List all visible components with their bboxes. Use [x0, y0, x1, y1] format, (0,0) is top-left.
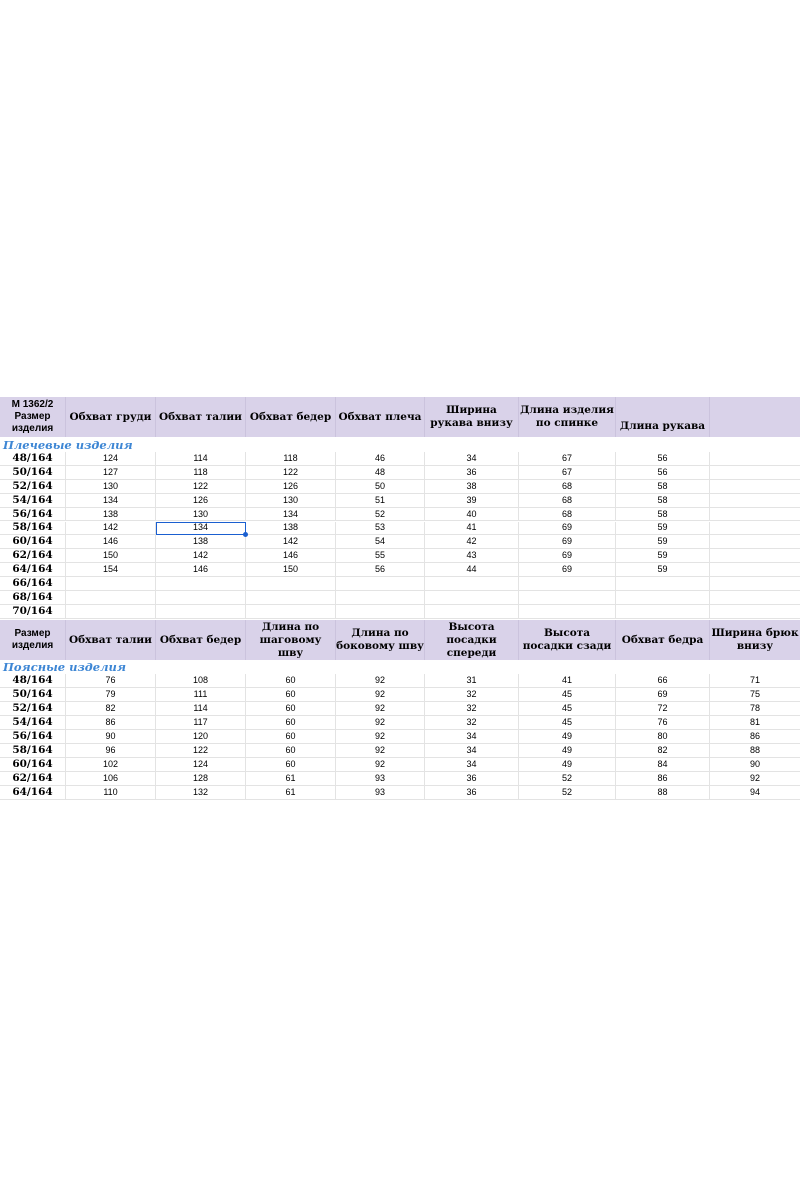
- table-cell[interactable]: 146: [156, 563, 246, 577]
- table1-header-cell[interactable]: Длина изделия по спинке: [519, 397, 616, 437]
- table-cell[interactable]: 59: [616, 549, 710, 563]
- table-cell[interactable]: [710, 549, 800, 563]
- table-cell[interactable]: 69: [519, 522, 616, 536]
- table-cell[interactable]: 92: [336, 730, 425, 744]
- table-row: [0, 772, 800, 786]
- table-cell[interactable]: 76: [616, 716, 710, 730]
- table-row: [0, 716, 800, 730]
- table2-size-header[interactable]: Размер изделия: [0, 620, 66, 660]
- table-cell[interactable]: 68: [519, 494, 616, 508]
- table-row: [0, 535, 800, 549]
- table-cell[interactable]: 68: [519, 508, 616, 522]
- table-cell[interactable]: [710, 605, 800, 619]
- table-cell[interactable]: 92: [336, 702, 425, 716]
- table-cell[interactable]: 92: [710, 772, 800, 786]
- table-cell[interactable]: 48: [336, 466, 425, 480]
- table2-header-cell[interactable]: Обхват бедер: [156, 620, 246, 660]
- table-cell[interactable]: 56: [616, 466, 710, 480]
- table-row: [0, 466, 800, 480]
- table-cell[interactable]: 31: [425, 674, 519, 688]
- table-cell[interactable]: [710, 452, 800, 466]
- table-cell[interactable]: 122: [156, 480, 246, 494]
- table-cell[interactable]: 86: [66, 716, 156, 730]
- table-cell[interactable]: 36: [425, 786, 519, 800]
- table-cell[interactable]: 92: [336, 716, 425, 730]
- table-cell[interactable]: 102: [66, 758, 156, 772]
- table-cell[interactable]: 66: [616, 674, 710, 688]
- table-cell[interactable]: 32: [425, 716, 519, 730]
- table-cell[interactable]: [425, 591, 519, 605]
- table1-header-cell[interactable]: Обхват груди: [66, 397, 156, 437]
- table-cell[interactable]: 41: [425, 522, 519, 536]
- table1-header-cell[interactable]: Обхват бедер: [246, 397, 336, 437]
- table-cell[interactable]: 124: [156, 758, 246, 772]
- table2-header-cell[interactable]: Обхват талии: [66, 620, 156, 660]
- table-cell[interactable]: 127: [66, 466, 156, 480]
- table2-header-cell[interactable]: Ширина брюк внизу: [711, 627, 799, 652]
- table-row: [0, 563, 800, 577]
- table-cell[interactable]: 142: [246, 535, 336, 549]
- table-cell[interactable]: 94: [710, 786, 800, 800]
- table-cell[interactable]: [156, 577, 246, 591]
- table-cell[interactable]: 130: [156, 508, 246, 522]
- table-cell[interactable]: 86: [616, 772, 710, 786]
- table-cell[interactable]: 34: [425, 758, 519, 772]
- table-cell[interactable]: [710, 508, 800, 522]
- table-cell[interactable]: 51: [336, 494, 425, 508]
- table-cell[interactable]: 110: [66, 786, 156, 800]
- table-cell[interactable]: 154: [66, 563, 156, 577]
- table-cell[interactable]: [156, 591, 246, 605]
- table-cell[interactable]: 114: [156, 702, 246, 716]
- table-cell[interactable]: 41: [519, 674, 616, 688]
- table-row: [0, 674, 800, 688]
- table-cell[interactable]: 52: [519, 786, 616, 800]
- table-cell[interactable]: 69: [519, 549, 616, 563]
- size-cell[interactable]: 58/164: [0, 522, 66, 536]
- table-cell[interactable]: 58: [616, 480, 710, 494]
- table-cell[interactable]: 82: [66, 702, 156, 716]
- table-row: [0, 591, 800, 605]
- table-cell[interactable]: 92: [336, 688, 425, 702]
- model-label: M 1362/2: [11, 399, 54, 410]
- table-cell[interactable]: 50: [336, 480, 425, 494]
- table-cell[interactable]: [336, 577, 425, 591]
- table-cell[interactable]: 92: [336, 744, 425, 758]
- table-cell[interactable]: 146: [66, 535, 156, 549]
- table1-header-row: [0, 397, 800, 437]
- table-cell[interactable]: [66, 591, 156, 605]
- table-cell[interactable]: 126: [246, 480, 336, 494]
- table-cell[interactable]: 69: [519, 535, 616, 549]
- table-cell[interactable]: [246, 577, 336, 591]
- table-cell[interactable]: 34: [425, 730, 519, 744]
- table-cell[interactable]: 60: [246, 688, 336, 702]
- table-cell[interactable]: 126: [156, 494, 246, 508]
- size-cell[interactable]: 60/164: [0, 758, 66, 772]
- size-cell[interactable]: 54/164: [0, 716, 66, 730]
- size-cell[interactable]: 62/164: [0, 772, 66, 786]
- table-cell[interactable]: [66, 605, 156, 619]
- table-row: [0, 702, 800, 716]
- table-cell[interactable]: 56: [336, 563, 425, 577]
- table-cell[interactable]: 52: [336, 508, 425, 522]
- table-row: [0, 688, 800, 702]
- table-row: [0, 522, 800, 536]
- table-cell[interactable]: [710, 494, 800, 508]
- table-cell[interactable]: 60: [246, 744, 336, 758]
- table-cell[interactable]: 42: [425, 535, 519, 549]
- table-cell[interactable]: 108: [156, 674, 246, 688]
- table-cell[interactable]: 134: [156, 522, 246, 536]
- table-cell[interactable]: 93: [336, 772, 425, 786]
- size-cell[interactable]: 56/164: [0, 508, 66, 522]
- table-row: [0, 480, 800, 494]
- table-cell[interactable]: [710, 563, 800, 577]
- size-label: Размер изделия: [11, 411, 54, 434]
- size-cell[interactable]: 60/164: [0, 535, 66, 549]
- table-cell[interactable]: 69: [616, 688, 710, 702]
- size-cell[interactable]: 56/164: [0, 730, 66, 744]
- table-cell[interactable]: 58: [616, 494, 710, 508]
- table-row: [0, 508, 800, 522]
- table-cell[interactable]: 128: [156, 772, 246, 786]
- table-cell[interactable]: 92: [336, 758, 425, 772]
- table-cell[interactable]: 59: [616, 535, 710, 549]
- table-cell[interactable]: [425, 577, 519, 591]
- table1-header-cell[interactable]: [710, 397, 800, 437]
- table-cell[interactable]: 38: [425, 480, 519, 494]
- table-cell[interactable]: 60: [246, 758, 336, 772]
- table1-header-cell[interactable]: Обхват плеча: [336, 397, 425, 437]
- table-cell[interactable]: 76: [66, 674, 156, 688]
- table-cell[interactable]: 120: [156, 730, 246, 744]
- table-cell[interactable]: 88: [616, 786, 710, 800]
- table-cell[interactable]: 122: [156, 744, 246, 758]
- table-row: [0, 549, 800, 563]
- table2-header-cell[interactable]: Высота посадки сзади: [519, 620, 616, 660]
- table-cell[interactable]: 69: [519, 563, 616, 577]
- table-cell[interactable]: 96: [66, 744, 156, 758]
- table2-header-cell[interactable]: Длина по шаговому шву: [246, 620, 336, 660]
- table-cell[interactable]: 55: [336, 549, 425, 563]
- table-cell[interactable]: [710, 591, 800, 605]
- table-cell[interactable]: 32: [425, 702, 519, 716]
- table-cell[interactable]: 88: [710, 744, 800, 758]
- size-cell[interactable]: 54/164: [0, 494, 66, 508]
- table-cell[interactable]: [519, 605, 616, 619]
- table-cell[interactable]: 81: [710, 716, 800, 730]
- table-cell[interactable]: [616, 577, 710, 591]
- table-cell[interactable]: 118: [246, 452, 336, 466]
- table-cell[interactable]: 124: [66, 452, 156, 466]
- table-cell[interactable]: 106: [66, 772, 156, 786]
- table-cell[interactable]: 122: [246, 466, 336, 480]
- table-cell[interactable]: 75: [710, 688, 800, 702]
- table-cell[interactable]: 34: [425, 744, 519, 758]
- size-cell[interactable]: 68/164: [0, 591, 66, 605]
- table-cell[interactable]: 46: [336, 452, 425, 466]
- table-cell[interactable]: 86: [710, 730, 800, 744]
- table-cell[interactable]: [246, 605, 336, 619]
- table-cell[interactable]: 146: [246, 549, 336, 563]
- table-cell[interactable]: 142: [156, 549, 246, 563]
- table-cell[interactable]: 130: [66, 480, 156, 494]
- table-cell[interactable]: 43: [425, 549, 519, 563]
- table-row: [0, 577, 800, 591]
- table2-header-cell[interactable]: Длина по боковому шву: [336, 620, 425, 660]
- table-cell[interactable]: [519, 591, 616, 605]
- table2-header-cell[interactable]: Обхват бедра: [616, 620, 710, 660]
- table-cell[interactable]: 150: [246, 563, 336, 577]
- table-cell[interactable]: 90: [66, 730, 156, 744]
- table-cell[interactable]: [710, 466, 800, 480]
- table-cell[interactable]: [156, 605, 246, 619]
- table-cell[interactable]: 90: [710, 758, 800, 772]
- table-cell[interactable]: 68: [519, 480, 616, 494]
- table1-size-header[interactable]: [0, 397, 66, 437]
- table-cell[interactable]: 78: [710, 702, 800, 716]
- table-cell[interactable]: [710, 535, 800, 549]
- table-row: [0, 744, 800, 758]
- table-cell[interactable]: 150: [66, 549, 156, 563]
- table-cell[interactable]: 60: [246, 702, 336, 716]
- size-cell[interactable]: 52/164: [0, 702, 66, 716]
- table1-header-cell[interactable]: Ширина рукава внизу: [425, 397, 519, 437]
- table-cell[interactable]: [710, 480, 800, 494]
- table-cell[interactable]: [246, 591, 336, 605]
- section-title-waist: Поясные изделия: [3, 660, 127, 674]
- table-cell[interactable]: 67: [519, 466, 616, 480]
- table-cell[interactable]: [66, 577, 156, 591]
- table-cell[interactable]: 53: [336, 522, 425, 536]
- table-cell[interactable]: 52: [519, 772, 616, 786]
- size-cell[interactable]: 62/164: [0, 549, 66, 563]
- table-cell[interactable]: 61: [246, 772, 336, 786]
- table-cell[interactable]: 118: [156, 466, 246, 480]
- table-cell[interactable]: [336, 605, 425, 619]
- table-cell[interactable]: [616, 605, 710, 619]
- table2-header-row: [0, 620, 800, 660]
- table-cell[interactable]: [336, 591, 425, 605]
- table-cell[interactable]: 32: [425, 688, 519, 702]
- table-cell[interactable]: 60: [246, 716, 336, 730]
- table-cell[interactable]: 72: [616, 702, 710, 716]
- table-cell[interactable]: 49: [519, 758, 616, 772]
- table-cell[interactable]: 39: [425, 494, 519, 508]
- table-cell[interactable]: 54: [336, 535, 425, 549]
- table-cell[interactable]: 111: [156, 688, 246, 702]
- table-cell[interactable]: 49: [519, 730, 616, 744]
- table-cell[interactable]: [425, 605, 519, 619]
- table-cell[interactable]: 142: [66, 522, 156, 536]
- table-cell[interactable]: 59: [616, 563, 710, 577]
- table-cell[interactable]: 60: [246, 674, 336, 688]
- table-row: [0, 605, 800, 619]
- table-row: [0, 758, 800, 772]
- table-cell[interactable]: 34: [425, 452, 519, 466]
- table-cell[interactable]: 36: [425, 772, 519, 786]
- table-cell[interactable]: 92: [336, 674, 425, 688]
- table-cell[interactable]: 40: [425, 508, 519, 522]
- table-row: [0, 786, 800, 800]
- size-cell[interactable]: 50/164: [0, 466, 66, 480]
- table-cell[interactable]: 84: [616, 758, 710, 772]
- table-cell[interactable]: 82: [616, 744, 710, 758]
- size-cell[interactable]: 66/164: [0, 577, 66, 591]
- table-cell[interactable]: [616, 591, 710, 605]
- size-cell[interactable]: 48/164: [0, 452, 66, 466]
- table-cell[interactable]: 80: [616, 730, 710, 744]
- table-cell[interactable]: 134: [66, 494, 156, 508]
- table-cell[interactable]: 132: [156, 786, 246, 800]
- table-cell[interactable]: 130: [246, 494, 336, 508]
- table-cell[interactable]: 45: [519, 688, 616, 702]
- size-cell[interactable]: 64/164: [0, 563, 66, 577]
- size-cell[interactable]: 70/164: [0, 605, 66, 619]
- table1-header-cell[interactable]: Обхват талии: [156, 397, 246, 437]
- table-cell[interactable]: [710, 577, 800, 591]
- table-cell[interactable]: 93: [336, 786, 425, 800]
- table-cell[interactable]: 60: [246, 730, 336, 744]
- table-cell[interactable]: 56: [616, 452, 710, 466]
- table-cell[interactable]: 59: [616, 522, 710, 536]
- table-cell[interactable]: 138: [156, 535, 246, 549]
- table-cell[interactable]: 67: [519, 452, 616, 466]
- section-title-shoulder: Плечевые изделия: [3, 438, 133, 452]
- table-cell[interactable]: 58: [616, 508, 710, 522]
- table-cell[interactable]: 44: [425, 563, 519, 577]
- size-cell[interactable]: 64/164: [0, 786, 66, 800]
- table-cell[interactable]: 134: [246, 508, 336, 522]
- table-cell[interactable]: 114: [156, 452, 246, 466]
- table-cell[interactable]: 45: [519, 702, 616, 716]
- table-row: [0, 730, 800, 744]
- table-cell[interactable]: 117: [156, 716, 246, 730]
- table-cell[interactable]: 45: [519, 716, 616, 730]
- table-cell[interactable]: 71: [710, 674, 800, 688]
- size-cell[interactable]: 52/164: [0, 480, 66, 494]
- table-cell[interactable]: [519, 577, 616, 591]
- table-cell[interactable]: 36: [425, 466, 519, 480]
- table-cell[interactable]: 49: [519, 744, 616, 758]
- table-cell[interactable]: 79: [66, 688, 156, 702]
- table2-header-cell[interactable]: Высота посадки спереди: [425, 620, 519, 660]
- table-cell[interactable]: 138: [66, 508, 156, 522]
- table-cell[interactable]: [710, 522, 800, 536]
- table-cell[interactable]: 61: [246, 786, 336, 800]
- size-cell[interactable]: 50/164: [0, 688, 66, 702]
- table-row: [0, 494, 800, 508]
- size-cell[interactable]: 48/164: [0, 674, 66, 688]
- table-cell[interactable]: 138: [246, 522, 336, 536]
- table1-header-cell[interactable]: Длина рукава: [616, 397, 710, 437]
- table-row: [0, 452, 800, 466]
- size-cell[interactable]: 58/164: [0, 744, 66, 758]
